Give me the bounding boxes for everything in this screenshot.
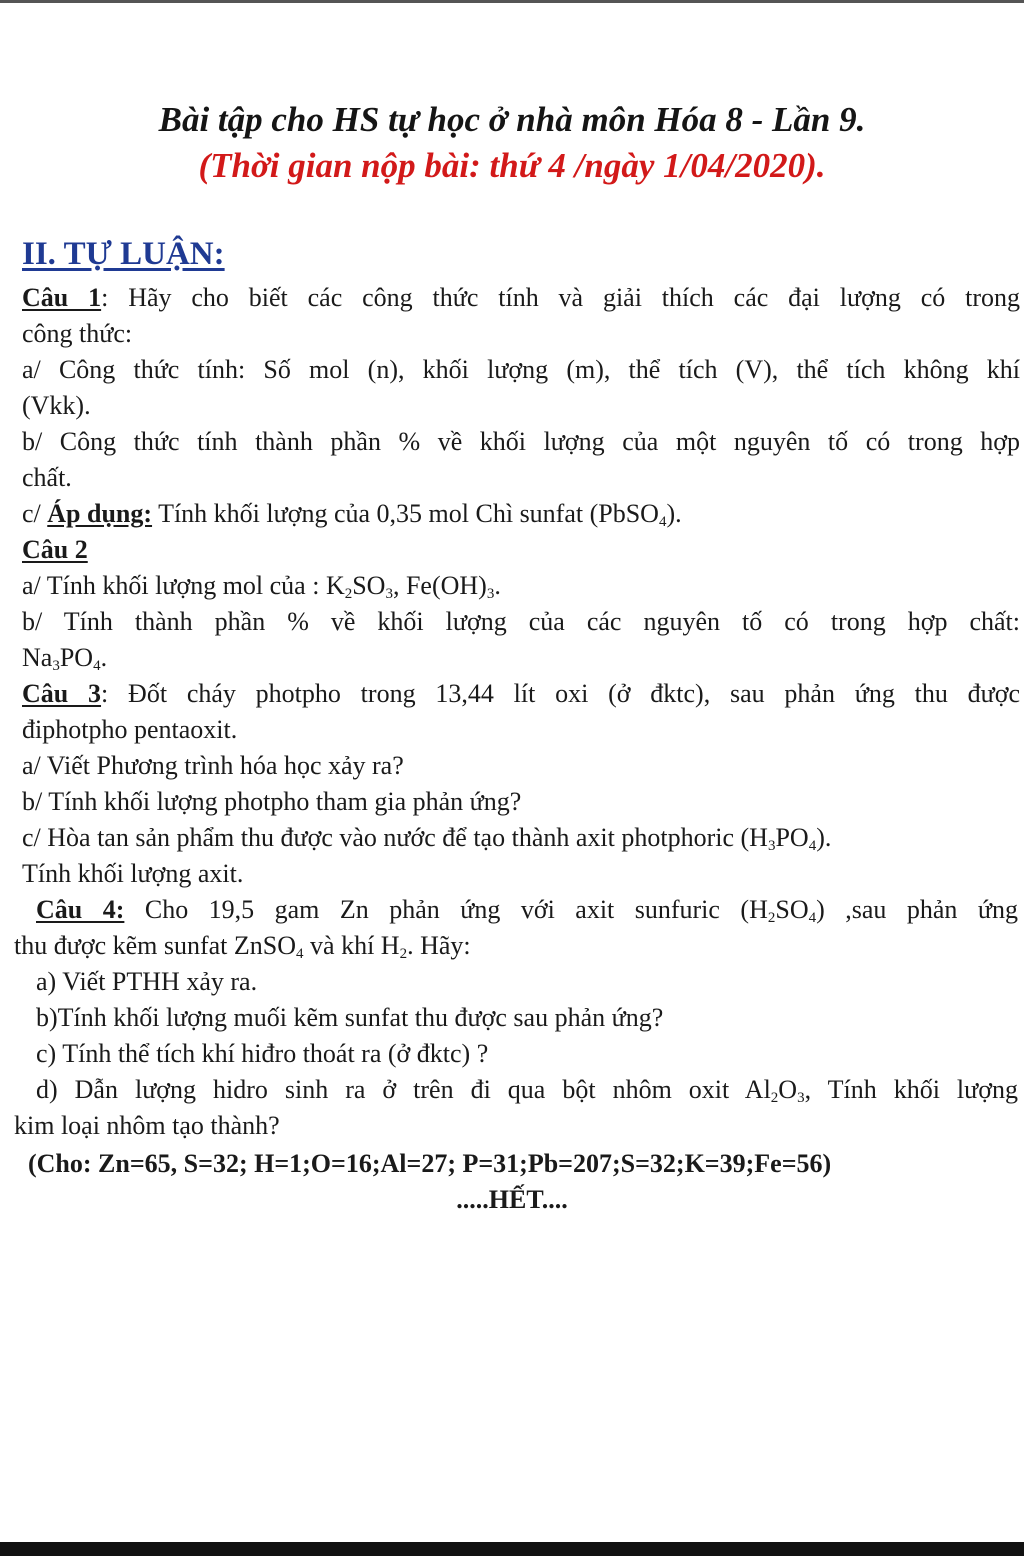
question-1-line xyxy=(22,280,1020,316)
subscript: 2 xyxy=(770,1090,779,1106)
question-3-part-c-text: c/ Hòa tan sản phẩm thu được vào nước để tạo thành axit photphoric (H xyxy=(22,823,768,852)
question-2-line xyxy=(22,532,1020,568)
formula-part: SO xyxy=(352,571,386,600)
question-2-label: Câu 2 xyxy=(22,535,88,564)
subscript: 3 xyxy=(767,838,776,854)
formula-part: thu được kẽm sunfat ZnSO xyxy=(14,931,297,960)
formula-part: , Fe(OH) xyxy=(392,571,487,600)
question-4-part-d-text: d) Dẫn lượng hidro sinh ra ở trên đi qua bột nhôm oxit Al xyxy=(36,1075,771,1104)
formula-part: . Hãy: xyxy=(407,931,471,960)
formula-part: ) ,sau phản ứng xyxy=(816,895,1018,924)
formula-part: O xyxy=(778,1075,798,1104)
submission-deadline: (Thời gian nộp bài: thứ 4 /ngày 1/04/2020). xyxy=(198,146,826,185)
given-atomic-masses: (Cho: Zn=65, S=32; H=1;O=16;Al=27; P=31;Pb=207;S=32;K=39;Fe=56) xyxy=(28,1149,832,1178)
formula-part: . xyxy=(100,643,108,672)
question-2-part-a-text: a/ Tính khối lượng mol của : K xyxy=(22,571,345,600)
question-1-part-c xyxy=(22,496,1020,532)
question-1-part-b: b/ Công thức tính thành phần % về khối lượng của một nguyên tố có trong hợp xyxy=(22,427,1020,456)
question-1-label: Câu 1 xyxy=(22,283,102,312)
question-1-part-c-text: Tính khối lượng của 0,35 mol Chì sunfat (PbSO xyxy=(152,499,659,528)
end-marker: .....HẾT.... xyxy=(456,1185,568,1214)
question-3-part-a: a/ Viết Phương trình hóa học xảy ra? xyxy=(22,751,404,780)
subscript: 4 xyxy=(296,946,304,962)
question-3-text: : Đốt cháy photpho trong 13,44 lít oxi (ở đktc), sau phản ứng thu được xyxy=(101,679,1020,708)
subscript: 3 xyxy=(52,658,60,674)
question-3-text-cont: điphotpho pentaoxit. xyxy=(22,715,238,744)
question-1-text-cont: công thức: xyxy=(22,319,133,348)
question-3-line xyxy=(22,676,1020,712)
subscript: 4 xyxy=(808,838,817,854)
formula-part: . xyxy=(494,571,501,600)
question-3-part-b: b/ Tính khối lượng photpho tham gia phản ứng? xyxy=(22,787,522,816)
question-3-part-c-cont: Tính khối lượng axit. xyxy=(22,859,244,888)
bottom-border xyxy=(0,1542,1024,1556)
formula-part: ). xyxy=(816,823,832,852)
question-2-part-b: b/ Tính thành phần % về khối lượng của các nguyên tố có trong hợp chất: xyxy=(22,607,1020,636)
question-4-label: Câu 4: xyxy=(36,895,125,924)
question-3-label: Câu 3 xyxy=(22,679,102,708)
question-1-part-b-cont: chất. xyxy=(22,463,72,492)
question-4-text: Cho 19,5 gam Zn phản ứng với axit sunfuric (H xyxy=(124,895,768,924)
question-4-line xyxy=(36,892,1018,928)
question-1-part-a-cont: (Vkk). xyxy=(22,391,91,420)
subscript: 3 xyxy=(486,586,495,602)
question-1-part-c-prefix: c/ xyxy=(22,499,48,528)
subscript: 2 xyxy=(767,910,776,926)
question-4-part-b: b)Tính khối lượng muối kẽm sunfat thu được sau phản ứng? xyxy=(36,1003,664,1032)
question-1-part-c-end: ). xyxy=(666,499,682,528)
formula-part: Na xyxy=(22,643,53,672)
top-border xyxy=(0,0,1024,3)
document-title: Bài tập cho HS tự học ở nhà môn Hóa 8 - Lần 9. xyxy=(158,100,866,139)
question-2-part-a xyxy=(22,568,1020,604)
formula-part: và khí H xyxy=(303,931,400,960)
question-4-part-c: c) Tính thể tích khí hiđro thoát ra (ở đktc) ? xyxy=(36,1039,489,1068)
question-1-part-a: a/ Công thức tính: Số mol (n), khối lượng (m), thể tích (V), thể tích không khí xyxy=(22,355,1020,384)
subscript: 4 xyxy=(808,910,817,926)
section-heading: II. TỰ LUẬN: xyxy=(22,236,225,272)
question-4-part-d xyxy=(36,1072,1018,1108)
apply-label: Áp dụng: xyxy=(47,499,153,528)
formula-part: , Tính khối lượng xyxy=(804,1075,1018,1104)
question-4-part-d-cont: kim loại nhôm tạo thành? xyxy=(14,1111,280,1140)
question-4-part-a: a) Viết PTHH xảy ra. xyxy=(36,967,258,996)
subscript: 3 xyxy=(797,1090,805,1106)
question-4-text-cont xyxy=(14,928,1018,964)
subscript: 2 xyxy=(344,586,353,602)
formula-part: PO xyxy=(59,643,94,672)
question-3-part-c xyxy=(22,820,1020,856)
subscript: 2 xyxy=(399,946,408,962)
subscript: 4 xyxy=(93,658,101,674)
question-1-text: : Hãy cho biết các công thức tính và giải thích các đại lượng có trong xyxy=(101,283,1020,312)
subscript: 3 xyxy=(385,586,393,602)
subscript: 4 xyxy=(658,514,667,530)
formula-part: PO xyxy=(775,823,809,852)
question-2-part-b-cont xyxy=(22,640,1020,676)
formula-part: SO xyxy=(775,895,809,924)
